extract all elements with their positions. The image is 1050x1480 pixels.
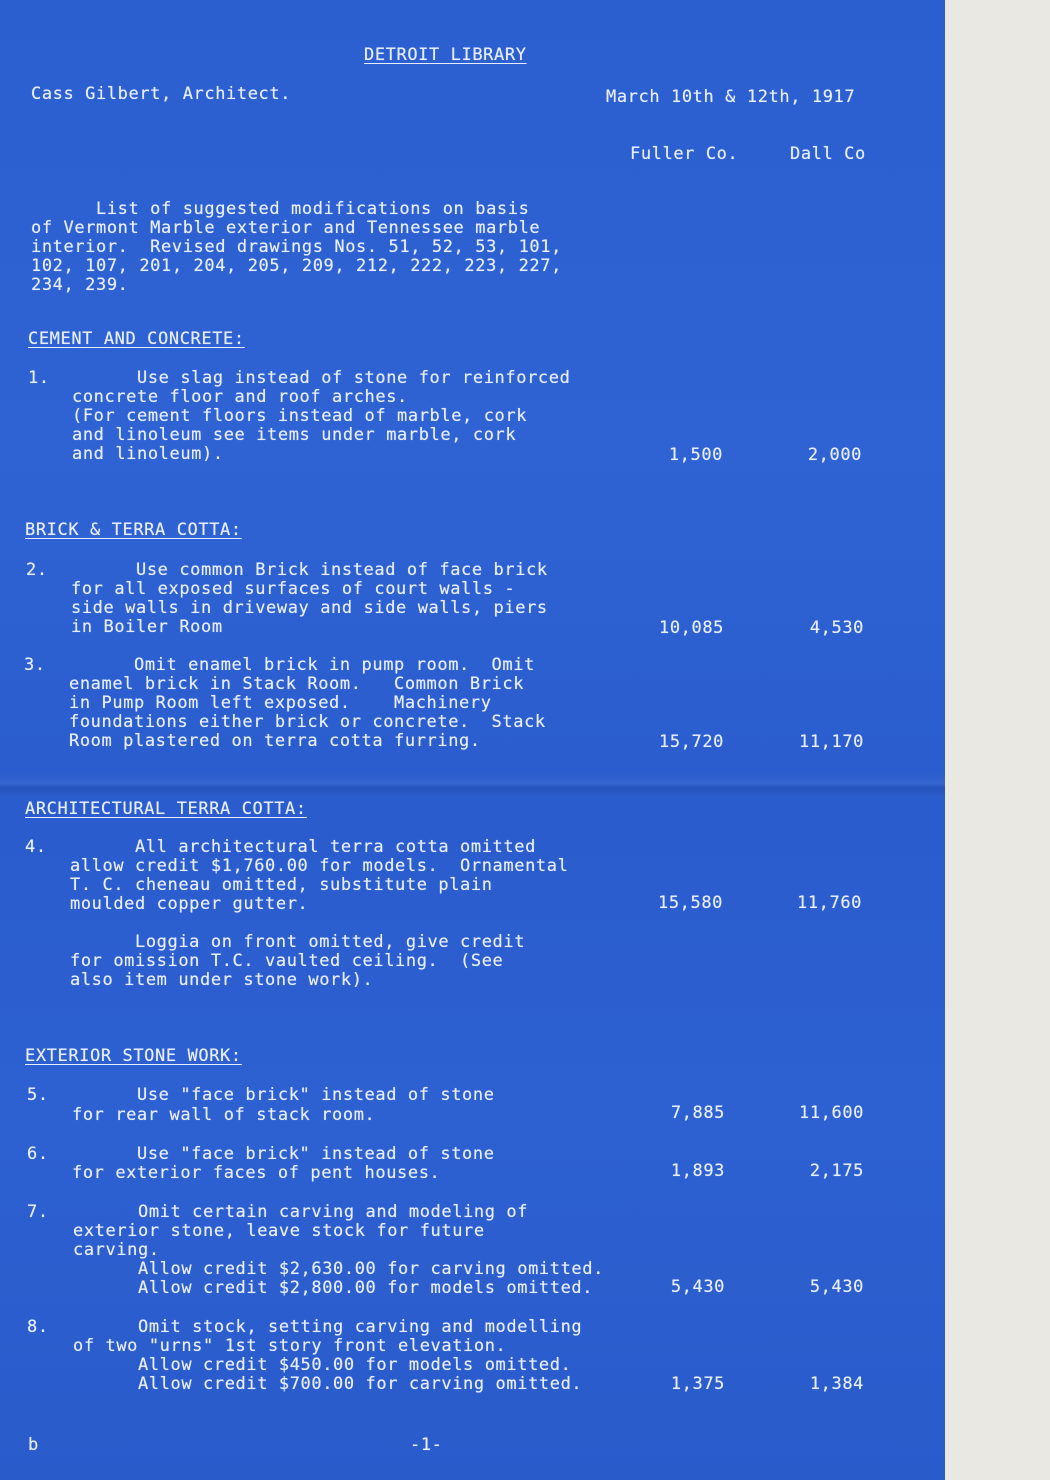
fuller-amount: 5,430 — [670, 1277, 725, 1297]
item-line: T. C. cheneau omitted, substitute plain — [70, 875, 493, 895]
item-line: Use "face brick" instead of stone — [72, 1144, 495, 1164]
dall-amount: 11,170 — [798, 732, 864, 752]
item-line: and linoleum). — [72, 444, 224, 464]
item-number: 3. — [24, 655, 46, 675]
intro-line: 234, 239. — [31, 275, 129, 295]
column-header-fuller: Fuller Co. — [630, 144, 739, 164]
dall-amount: 5,430 — [809, 1277, 864, 1297]
item-line: Allow credit $2,630.00 for carving omitted. — [73, 1259, 604, 1279]
fuller-amount: 1,893 — [670, 1161, 725, 1181]
item-line: also item under stone work). — [70, 970, 374, 990]
item-line: Omit stock, setting carving and modelling — [73, 1317, 583, 1337]
document-title: DETROIT LIBRARY — [364, 45, 527, 65]
architect-line: Cass Gilbert, Architect. — [31, 84, 292, 104]
item-number: 8. — [27, 1317, 49, 1337]
dall-amount: 4,530 — [809, 618, 864, 638]
item-number: 2. — [26, 560, 48, 580]
footer-mark: b — [28, 1435, 39, 1455]
item-line: (For cement floors instead of marble, cork — [72, 406, 528, 426]
item-line: Use slag instead of stone for reinforced — [72, 368, 571, 388]
section-heading-brick: BRICK & TERRA COTTA: — [25, 520, 242, 540]
fuller-amount: 10,085 — [658, 618, 724, 638]
dall-amount: 2,000 — [807, 445, 862, 465]
item-number: 6. — [27, 1144, 49, 1164]
item-line: for rear wall of stack room. — [72, 1105, 376, 1125]
section-heading-cement: CEMENT AND CONCRETE: — [28, 329, 245, 349]
item-line: Allow credit $700.00 for carving omitted. — [73, 1374, 583, 1394]
item-line: for all exposed surfaces of court walls - — [71, 579, 516, 599]
item-line: Omit enamel brick in pump room. Omit — [69, 655, 535, 675]
item-line: moulded copper gutter. — [70, 894, 309, 914]
item-line: Loggia on front omitted, give credit — [70, 932, 526, 952]
item-line: in Pump Room left exposed. Machinery — [69, 693, 492, 713]
dall-amount: 11,600 — [798, 1103, 864, 1123]
intro-line: interior. Revised drawings Nos. 51, 52, 53, 101, — [31, 237, 562, 257]
column-header-dall: Dall Co — [790, 144, 866, 164]
item-line: Use common Brick instead of face brick — [71, 560, 548, 580]
item-line: Use "face brick" instead of stone — [72, 1085, 495, 1105]
item-line: exterior stone, leave stock for future — [73, 1221, 485, 1241]
item-line: concrete floor and roof arches. — [72, 387, 408, 407]
item-number: 5. — [27, 1085, 49, 1105]
fuller-amount: 1,375 — [670, 1374, 725, 1394]
section-heading-stone: EXTERIOR STONE WORK: — [25, 1046, 242, 1066]
item-line: side walls in driveway and side walls, piers — [71, 598, 548, 618]
item-number: 7. — [27, 1202, 49, 1222]
item-line: for exterior faces of pent houses. — [72, 1163, 441, 1183]
item-line: in Boiler Room — [71, 617, 223, 637]
item-line: enamel brick in Stack Room. Common Brick — [69, 674, 525, 694]
dall-amount: 2,175 — [809, 1161, 864, 1181]
fuller-amount: 1,500 — [668, 445, 723, 465]
item-line: carving. — [73, 1240, 160, 1260]
paper-fold — [0, 772, 945, 798]
item-line: of two "urns" 1st story front elevation. — [73, 1336, 507, 1356]
item-line: Room plastered on terra cotta furring. — [69, 731, 481, 751]
item-line: for omission T.C. vaulted ceiling. (See — [70, 951, 504, 971]
page-number: -1- — [410, 1435, 443, 1455]
section-heading-arch-terra-cotta: ARCHITECTURAL TERRA COTTA: — [25, 799, 307, 819]
intro-line: of Vermont Marble exterior and Tennessee marble — [31, 218, 541, 238]
item-line: foundations either brick or concrete. Stack — [69, 712, 546, 732]
intro-line: List of suggested modifications on basis — [31, 199, 530, 219]
item-number: 4. — [25, 837, 47, 857]
fuller-amount: 15,720 — [658, 732, 724, 752]
item-line: Allow credit $2,800.00 for models omitted. — [73, 1278, 594, 1298]
item-line: allow credit $1,760.00 for models. Ornamental — [70, 856, 569, 876]
dall-amount: 11,760 — [796, 893, 862, 913]
item-line: and linoleum see items under marble, cork — [72, 425, 517, 445]
item-line: Allow credit $450.00 for models omitted. — [73, 1355, 572, 1375]
date-line: March 10th & 12th, 1917 — [606, 87, 856, 107]
fuller-amount: 7,885 — [670, 1103, 725, 1123]
fuller-amount: 15,580 — [657, 893, 723, 913]
item-line: All architectural terra cotta omitted — [70, 837, 536, 857]
item-number: 1. — [28, 368, 50, 388]
dall-amount: 1,384 — [809, 1374, 864, 1394]
item-line: Omit certain carving and modeling of — [73, 1202, 529, 1222]
intro-line: 102, 107, 201, 204, 205, 209, 212, 222, 223, 227, — [31, 256, 562, 276]
